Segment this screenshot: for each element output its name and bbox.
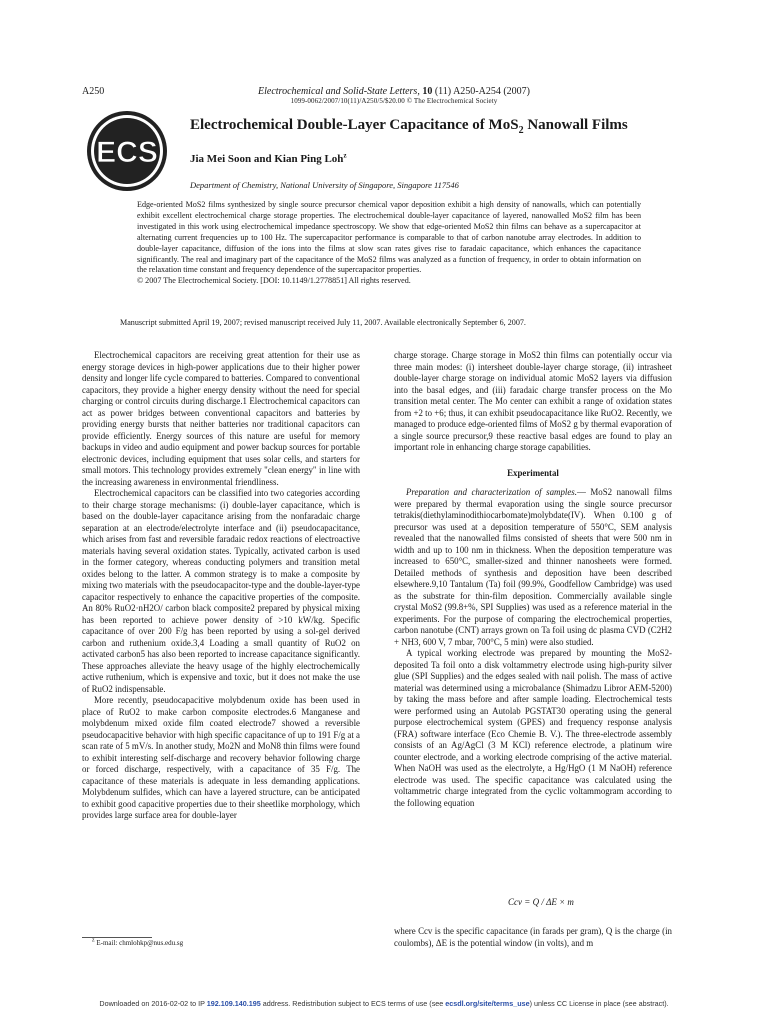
left-column — [82, 350, 360, 822]
footnote — [92, 939, 183, 947]
footnote-text: E-mail: chmlohkp@nus.edu.sg — [96, 939, 184, 947]
right-column — [394, 350, 672, 809]
affiliation: Department of Chemistry, National University of Singapore, Singapore 117546 — [190, 180, 459, 190]
equation: Ccv = Q / ΔE × m — [508, 897, 574, 907]
title-part-1: Electrochemical Double-Layer Capacitance of MoS — [190, 117, 519, 133]
ip-address: 192.109.140.195 — [206, 999, 261, 1008]
manuscript-history: Manuscript submitted April 19, 2007; revised manuscript received July 11, 2007. Available electronically September 6, 2007. — [120, 318, 526, 327]
doi-line: 1099-0062/2007/10(11)/A250/5/$20.00 © The Electrochemical Society — [290, 97, 498, 105]
download-notice — [0, 999, 768, 1008]
author-mark: z — [343, 151, 347, 160]
section-heading: Experimental — [507, 467, 559, 478]
paragraph — [394, 487, 672, 648]
footnote-mark: z — [92, 937, 95, 944]
journal-name: Electrochemical and Solid-State Letters, — [258, 86, 420, 97]
ecs-logo-icon — [86, 110, 168, 192]
journal-citation — [150, 86, 638, 97]
author-names: Jia Mei Soon and Kian Ping Loh — [190, 153, 344, 165]
journal-volume: 10 — [422, 86, 433, 97]
paragraph: charge storage. Charge storage in MoS2 thin films can potentially occur via three main modes: (i) intersheet double-layer charge storage, (ii) intrasheet double-layer charge storage on individual atomic MoS2 layers via diffusion into the basal edges, and (iii) faradaic charge transfer process on the Mo transition metal center. The Mo center can exhibit a range of oxidation states from +2 to +6; thus, it can exhibit pseudocapacitance like RuO2. Recently, we managed to produce edge-oriented films of MoS2 g by thermal evaporation of a single source precursor,9 these reactive basal edges are found to play an important role in enhancing charge storage capabilities. — [394, 350, 672, 452]
title-subscript: 2 — [518, 125, 524, 136]
paragraph: Electrochemical capacitors can be classified into two categories according to their charge storage mechanisms: (i) double-layer capacitance, which is based on the double-layer capacitance arising from the nonfaradaic charge separation at an electrode/electrolyte interface and (ii) pseudocapacitance, which arises from fast and reversible faradaic redox reactions of electroactive materials having several oxidation states. Typically, activated carbon is used in the former category, whereas conducting polymers and transition metal oxides belong to the latter. A common strategy is to make a composite by mixing two materials with the pseudocapacitor-type and the double-layer-type capacitor respectively to enhance the capacitive properties of the composite. An 80% RuO2·nH2O/ carbon black composite2 prepared by physical mixing has been reported to achieve power density of >10 kW/kg. Specific capacitance of over 200 F/g has been reported by using a sol-gel derived carbon and ruthenium oxide.3,4 Loading a small quantity of RuO2 on activated carbon5 has also been reported to increase capacitance significantly. These approaches alleviate the heavy usage of the highly electrochemically active ruthenium, which is expensive and toxic, but it does not make the use of RuO2 indispensable. — [82, 488, 360, 694]
download-suffix: ) unless CC License in place (see abstract). — [529, 999, 669, 1008]
copyright-line: © 2007 The Electrochemical Society. [DOI: 10.1149/1.2778851] All rights reserved. — [137, 276, 411, 286]
page-number: A250 — [82, 86, 105, 97]
paragraph: where Ccv is the specific capacitance (in farads per gram), Q is the charge (in coulombs), ΔE is the potential window (in volts), and m — [394, 926, 672, 948]
logo-text: ECS — [96, 136, 158, 169]
abstract-text: Edge-oriented MoS2 films synthesized by single source precursor chemical vapor deposition exhibit a high density of nanowalls, which can potentially exhibit excellent electrochemical charge storage properties. The electrochemical double-layer capacitance of layered, nanowalled MoS2 film has been investigated in this work using electrochemical impedance spectroscopy. We show that edge-oriented MoS2 thin films can behave as a supercapacitor at alternating current frequencies up to 100 Hz. The supercapacitor performance is comparable to that of carbon nanotube array electrodes. In addition to double-layer capacitance, diffusion of the ions into the films at slow scan rates gives rise to faradaic capacitance, which enhances the capacitance significantly. The real and imaginary part of the capacitance of the MoS2 films was analyzed as a function of frequency, in order to obtain information on the relaxation time constant and frequency dependence of the supercapacitor properties. — [137, 200, 641, 275]
download-middle: address. Redistribution subject to ECS terms of use (see — [260, 999, 446, 1008]
article-title — [190, 116, 660, 134]
paragraph: More recently, pseudocapacitive molybdenum oxide has been used in place of RuO2 to make carbon composite electrodes.6 Manganese and molybdenum mixed oxide film coated electrode7 showed a reversible pseudocapacitive behavior with high specific capacitance of up to 191 F/g at a scan rate of 5 mV/s. In another study, Mo2N and MoN8 thin films were found to exhibit interesting self-discharge and recovery behavior following charge or forced discharge, respectively, with a capacitance of 35 F/g. The capacitance of these materials is adequate in less demanding applications. Molybdenum sulfides, which can have a layered structure, can be anticipated to exhibit good capacitive properties due to their sheetlike morphology, which provides large surface area for double-layer — [82, 695, 360, 820]
paragraph: A typical working electrode was prepared by mounting the MoS2-deposited Ta foil onto a disk voltammetry electrode using high-purity silver glue (SPI Supplies) and the edges sealed with nail polish. The mass of active material was determined using a microbalance (Shimadzu Libror AEM-5200) by taking the mass before and after sample loading. Electrochemical tests were performed using an Autolab PGSTAT30 operating using the general purpose electrochemical system (GPES) and frequency response analysis (FRA) software interface (Eco Chemie B. V.). The three-electrode assembly consists of an Ag/AgCl (3 M KCl) reference electrode, a platinum wire counter electrode, and a working electrode comprising of the active material. When NaOH was used as the electrolyte, a Hg/HgO (1 M NaOH) reference electrode was used. The specific capacitance was calculated using the voltammetric charge integrated from the cyclic voltammogram according to the following equation — [394, 648, 672, 808]
download-prefix: Downloaded on 2016-02-02 to IP — [99, 999, 207, 1008]
title-part-2: Nanowall Films — [523, 117, 628, 133]
journal-issue-pages: (11) A250-A254 (2007) — [434, 86, 530, 97]
terms-link[interactable]: ecsdl.org/site/terms_use — [445, 999, 530, 1008]
paragraph: Electrochemical capacitors are receiving great attention for their use as energy storage devices in high-power applications due to their higher power density and longer life cycle compared to batteries. Compared to conventional capacitors, they provide a higher energy density without the need for special charging or control circuits during discharge.1 Electrochemical capacitors can act as power bridges between conventional capacitors and batteries by providing energy bursts that neither batteries nor traditional capacitors can provide efficiently. Energy sources of this nature are useful for memory backups in video and audio equipment and power backup sources for portable electronic devices, including equipment that uses solar cells, and starters for small motors. This technology provides extremely "clean energy" in line with the increasing awareness in environmental friendliness. — [82, 350, 360, 487]
subsection-lead: Preparation and characterization of samples. — [406, 487, 577, 497]
authors — [190, 153, 347, 165]
abstract — [137, 200, 641, 287]
paragraph-text: — MoS2 nanowall films were prepared by thermal evaporation using the single source precursor tetrakis(diethylaminodithiocarbomate)molybdate(IV). When 0.100 g of precursor was used at a deposition temperature of 550°C, SEM analysis revealed that the nanowalled films consisted of sheets that were 500 nm in width and up to 100 nm in thickness. When the deposition temperature was increased to 650°C, smaller-sized and thinner nanosheets were formed. Detailed methods of synthesis and deposition have been described elsewhere.9,10 Tantalum (Ta) foil (99.9%, Goodfellow Cambridge) was used as the substrate for thin-film deposition. Commercially available single crystal MoS2 (99.8+%, SPI Supplies) was used as a reference material in the experiments. For the purpose of comparing the electrochemical properties, carbon nanotube (CNT) arrays grown on Ta foil using dc plasma CVD (C2H2 + NH3, 600 V, 7 mbar, 700°C, 5 min) were also studied. — [394, 487, 672, 647]
